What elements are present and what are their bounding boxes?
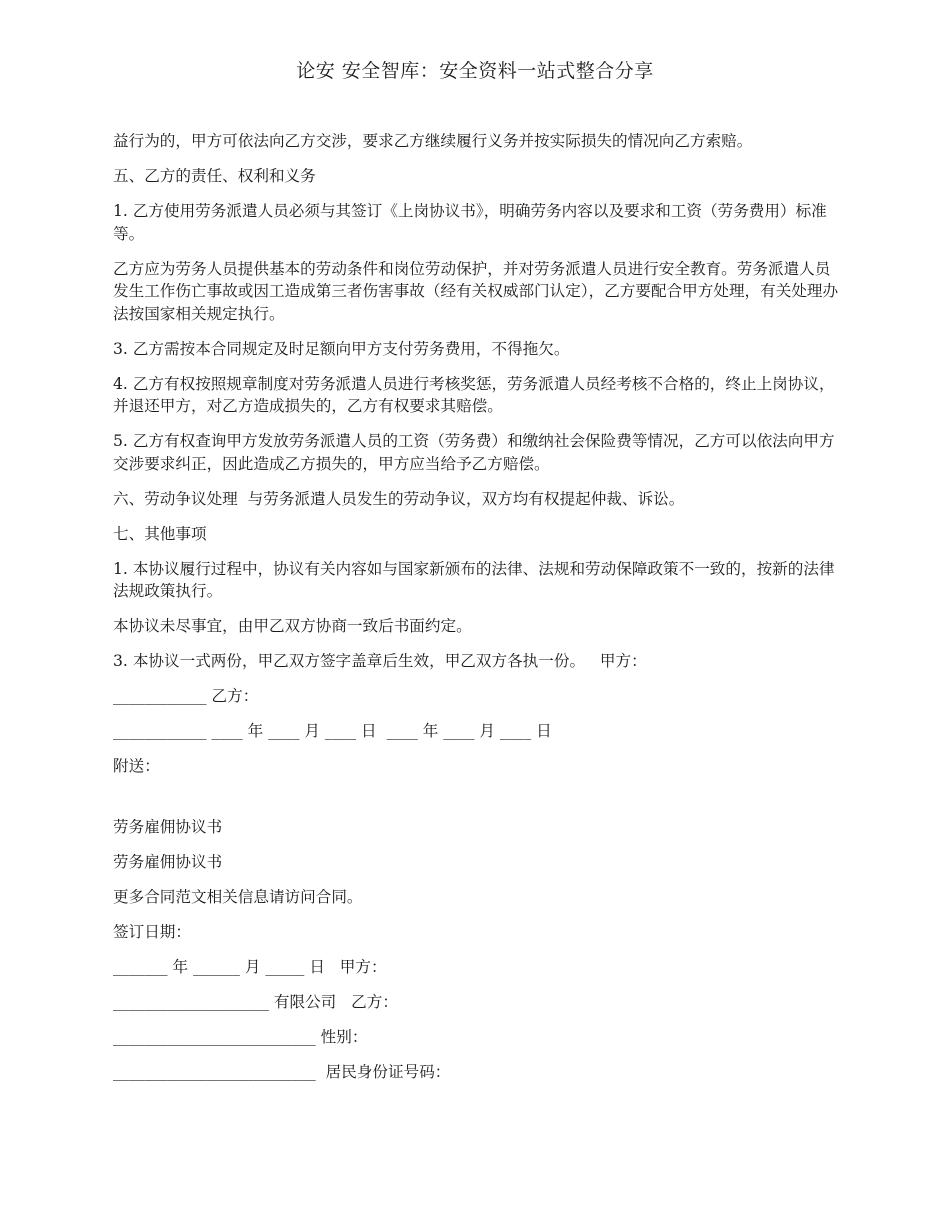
doc-title: 劳务雇佣协议书 <box>113 853 223 871</box>
page-header-title: 论安 安全智库：安全资料一站式整合分享 <box>296 60 654 82</box>
date-line: _______ 年 ______ 月 _____ 日 甲方： <box>113 958 387 976</box>
paragraph: 本协议未尽事宜，由甲乙双方协商一致后书面约定。 <box>113 617 472 635</box>
signature-line: ____________ 乙方： <box>113 687 259 705</box>
paragraph: 5. 乙方有权查询甲方发放劳务派遣人员的工资（劳务费）和缴纳社会保险费等情况，乙方可以依法向甲方交涉要求纠正，因此造成乙方损失的，甲方应当给予乙方赔偿。 <box>113 432 835 473</box>
doc-title: 劳务雇佣协议书 <box>113 818 223 836</box>
spacer <box>113 790 841 816</box>
section-heading: 七、其他事项 <box>113 524 207 543</box>
paragraph: 乙方应为劳务人员提供基本的劳动条件和岗位劳动保护，并对劳务派遣人员进行安全教育。劳务派遣人员发生工作伤亡事故或因工造成第三者伤害事故（经有关权威部门认定），乙方要配合甲方处理，有关处理办法按国家相关规定执行。 <box>113 259 839 323</box>
paragraph: 4. 乙方有权按照规章制度对劳务派遣人员进行考核奖惩，劳务派遣人员经考核不合格的，终止上岗协议，并退还甲方，对乙方造成损失的，乙方有权要求其赔偿。 <box>113 374 835 415</box>
document-body <box>113 130 841 1096</box>
date-line: ____________ ____ 年 ____ 月 ____ 日 ____ 年 ____ 月 ____ 日 <box>113 722 552 740</box>
paragraph: 1. 乙方使用劳务派遣人员必须与其签订《上岗协议书》，明确劳务内容以及要求和工资（劳务费用）标准等。 <box>113 202 827 243</box>
paragraph: 更多合同范文相关信息请访问合同。 <box>113 888 363 906</box>
paragraph: 益行为的，甲方可依法向乙方交涉，要求乙方继续履行义务并按实际损失的情况向乙方索赔。 <box>113 132 753 150</box>
paragraph: 1. 本协议履行过程中，协议有关内容如与国家新颁布的法律、法规和劳动保障政策不一致的，按新的法律法规政策执行。 <box>113 559 835 600</box>
gender-line: __________________________ 性别： <box>113 1028 368 1046</box>
section-heading: 六、劳动争议处理 与劳务派遣人员发生的劳动争议，双方均有权提起仲裁、诉讼。 <box>113 489 685 508</box>
paragraph: 3. 乙方需按本合同规定及时足额向甲方支付劳务费用，不得拖欠。 <box>113 339 570 358</box>
attachment-label: 附送： <box>113 757 160 775</box>
paragraph: 3. 本协议一式两份，甲乙双方签字盖章后生效，甲乙双方各执一份。 甲方： <box>113 652 647 670</box>
company-line: ____________________ 有限公司 乙方： <box>113 993 398 1011</box>
id-number-line: __________________________ 居民身份证号码： <box>113 1063 451 1081</box>
section-heading: 五、乙方的责任、权利和义务 <box>113 167 316 185</box>
sign-date-label: 签订日期： <box>113 923 191 941</box>
